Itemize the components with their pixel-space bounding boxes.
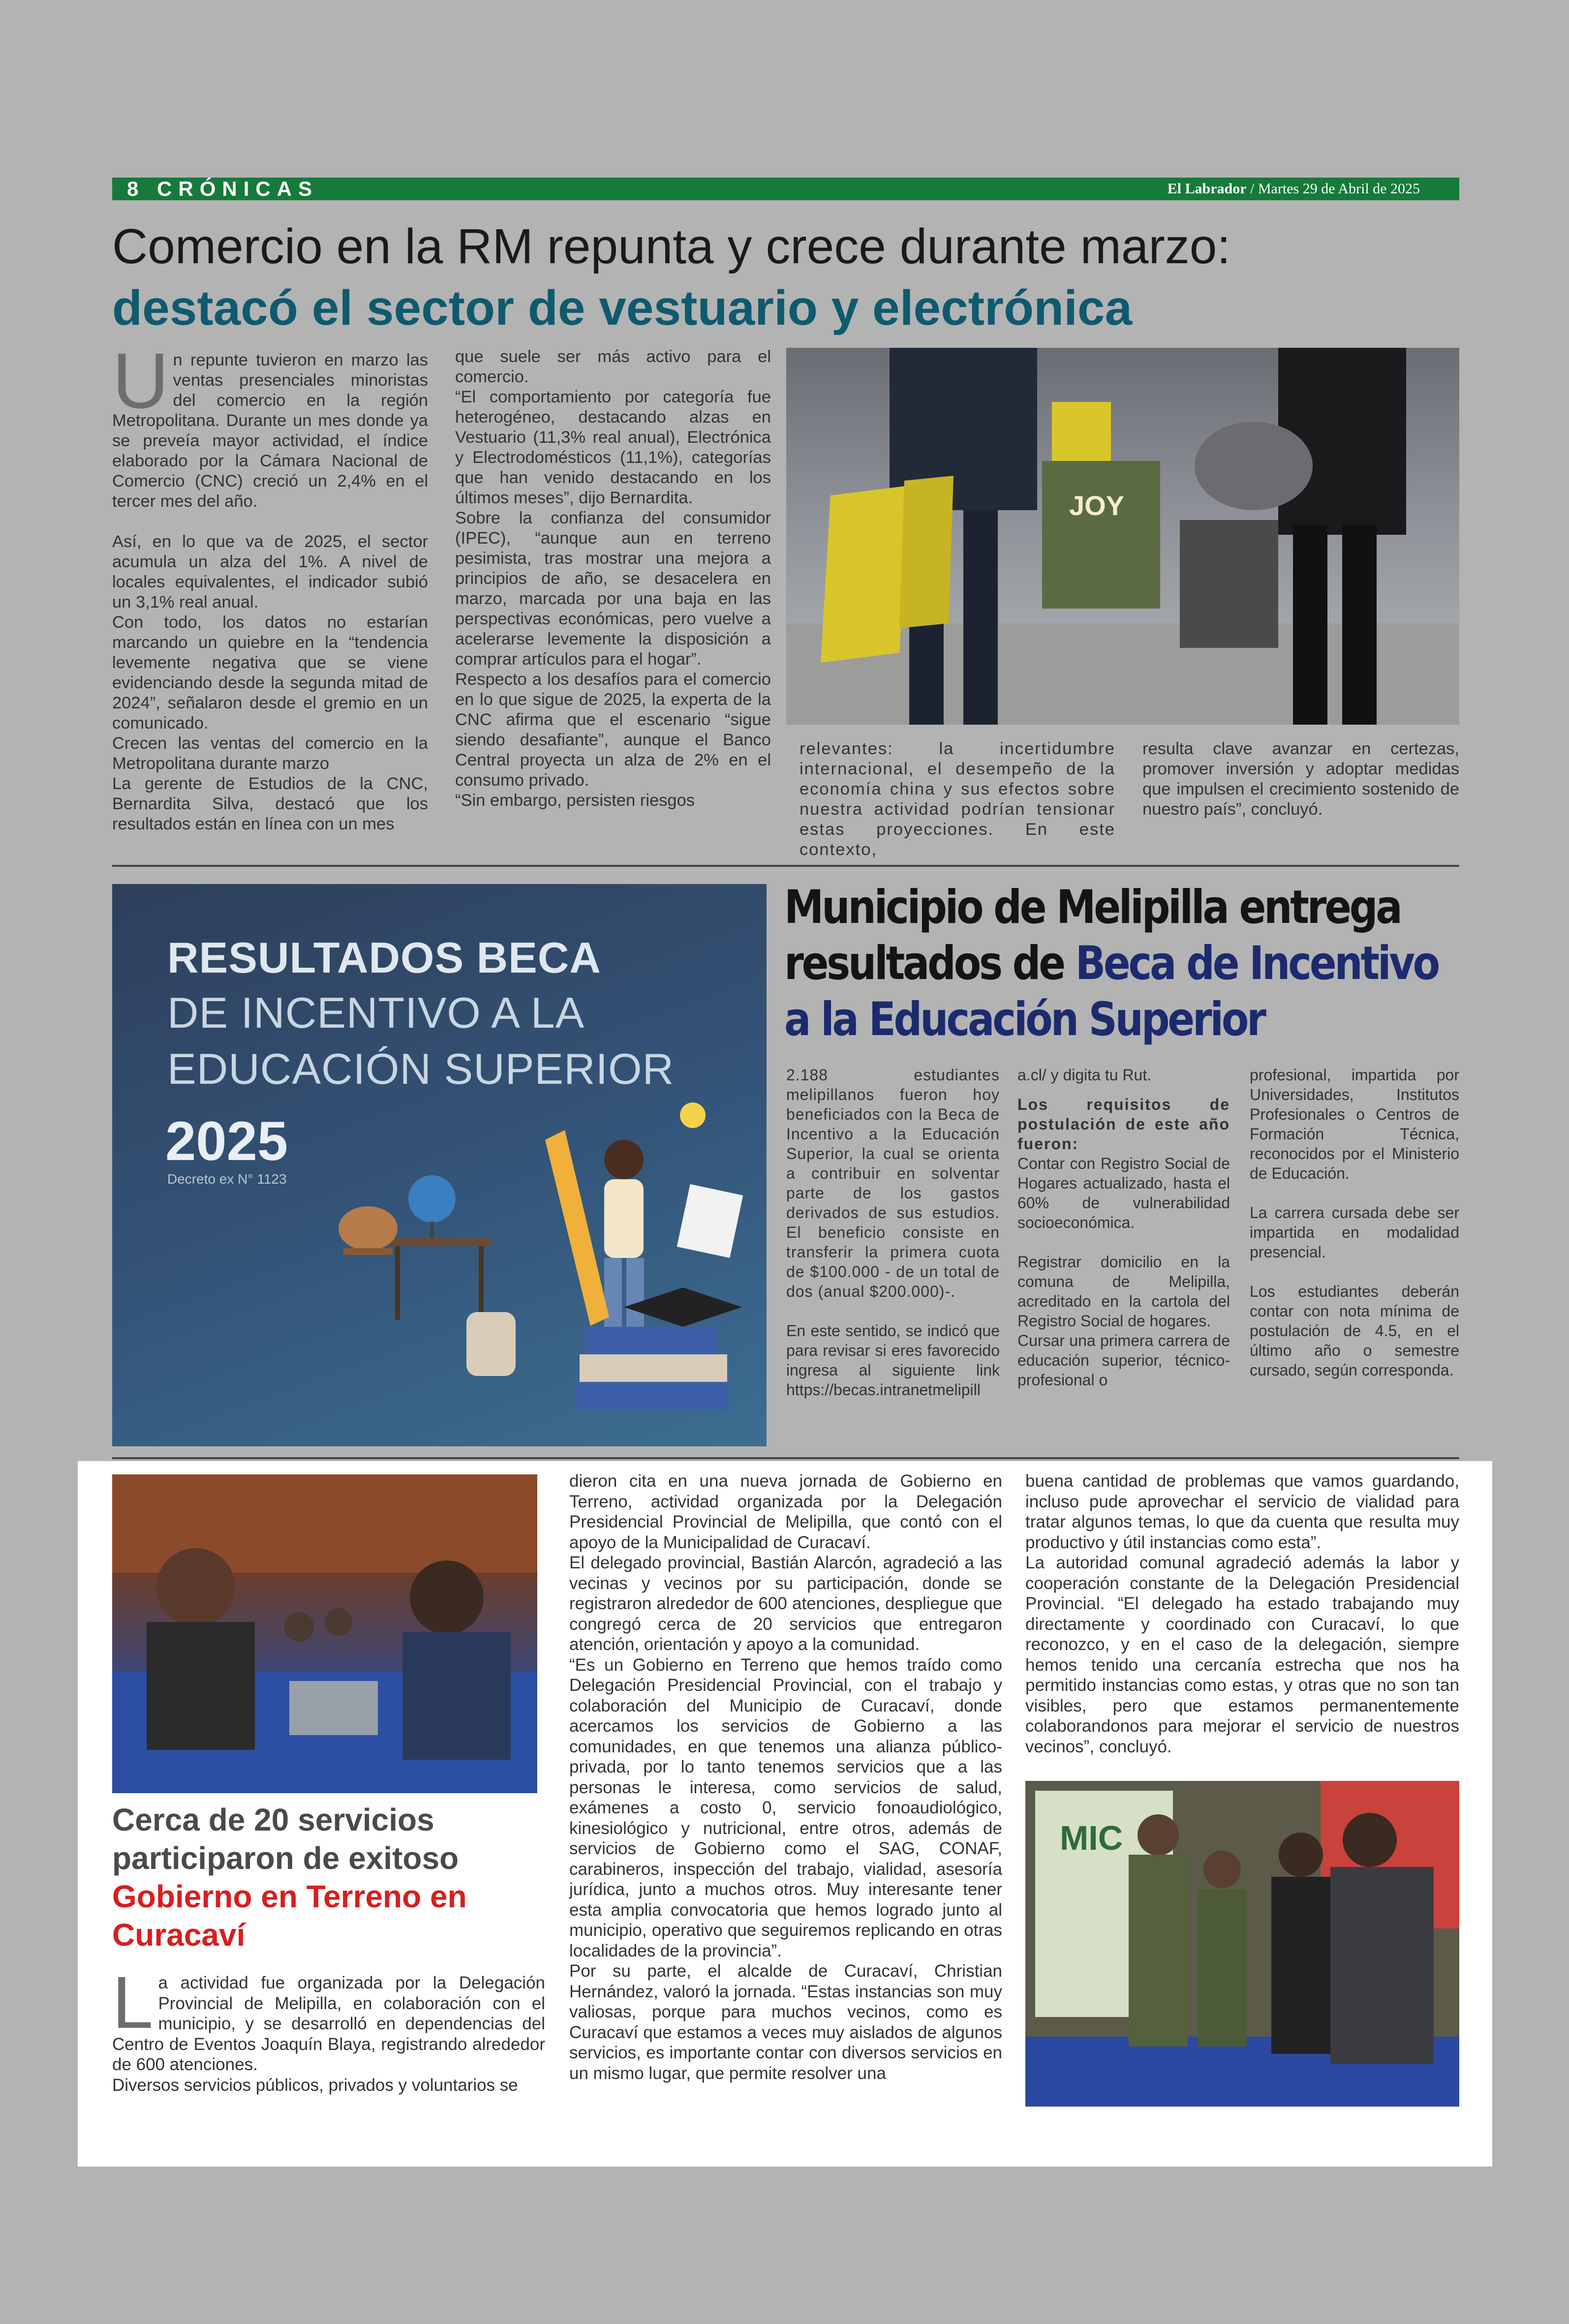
poster-year: 2025: [165, 1110, 288, 1172]
poster-line1: RESULTADOS BECA: [167, 933, 601, 982]
poster-line2: DE INCENTIVO A LA: [167, 988, 585, 1037]
article2-col1-p1: 2.188 estudiantes melipillanos fueron hoy beneficiados con la Beca de Incentivo a la Educación Superior, la cual se orienta a contribuir en solventar parte de los gastos derivados de sus estudios. El beneficio consiste en transferir la primera cuota de $100.000 - de un total de dos (anual $200.000)-.: [786, 1066, 1000, 1300]
beca-poster: [112, 884, 767, 1446]
article3-title-part1: Cerca de 20 servicios participaron de exitoso: [112, 1802, 459, 1876]
article2-col3-p3: La carrera cursada debe ser impartida en modalidad presencial.: [1250, 1204, 1459, 1261]
article3-col1-p2: Diversos servicios públicos, privados y voluntarios se: [112, 2075, 518, 2095]
article2-col3-p1: profesional, impartida por Universidades, Institutos Profesionales o Centros de Formación Técnica, reconocidos por el Ministerio de Educación.: [1250, 1066, 1459, 1182]
section-label: 8 CRÓNICAS: [127, 177, 319, 200]
article2-requirements-heading: Los requisitos de postulación de este año fueron:: [1017, 1096, 1230, 1153]
article2-column1: [786, 1065, 1000, 1400]
attendees-illustration: [112, 1474, 537, 1793]
article1-title-line2: destacó el sector de vestuario y electrónica: [112, 280, 1133, 336]
article1-col2-p3: Sobre la confianza del consumidor (IPEC), “aunque aun en terreno pesimista, tras mostrar una mejora a principios de año, se desacelera en marzo, marcada por una baja en las perspectivas económicas, pero vuelve a acelerarse levemente la disposición a comprar artículos para el hogar”.: [455, 509, 771, 669]
shopping-bags-illustration: [786, 348, 1459, 725]
article2-title-part1: Municipio de Melipilla entrega resultados de: [784, 881, 1401, 990]
article1-dropcap: U: [112, 336, 169, 425]
officials-illustration: [1025, 1781, 1459, 2107]
article1-column2: [455, 347, 771, 811]
article3-title: [112, 1801, 537, 1954]
gobierno-terreno-photo: [112, 1474, 537, 1793]
article1-col1-p5: Crecen las ventas del comercio en la Metropolitana durante marzo: [112, 734, 428, 773]
article2-col2-p3: Registrar domicilio en la comuna de Melipilla, acreditado en la cartola del Registro Social de hogares.: [1017, 1253, 1230, 1330]
booth-sign: MIC: [1060, 1819, 1123, 1857]
issue-date: / Martes 29 de Abril de 2025: [1246, 181, 1420, 197]
article1-title-line1: Comercio en la RM repunta y crece durante marzo:: [112, 219, 1231, 274]
article2-col1-p3: En este sentido, se indicó que para revisar si eres favorecido ingresa al siguiente link https://becas.intranetmelipill: [786, 1322, 1000, 1399]
article1-col1-p3: Así, en lo que va de 2025, el sector acumula un alza del 1%. A nivel de locales equivalentes, el indicador subió un 3,1% real anual.: [112, 532, 428, 612]
bag-label: JOY: [1069, 490, 1125, 521]
article2-title: [784, 880, 1459, 1048]
article1-column1: [112, 336, 428, 834]
poster-line3: EDUCACIÓN SUPERIOR: [167, 1044, 675, 1093]
student-illustration: [112, 884, 767, 1446]
article3-column2: [569, 1471, 1002, 2083]
article3-col3-p1: buena cantidad de problemas que vamos guardando, incluso pude aprovechar el servicio de vialidad para tratar algunos temas, lo que da cuenta que resulta muy productivo y útil instancias como esta”.: [1025, 1471, 1459, 1552]
article2-col2-intro: a.cl/ y digita tu Rut.: [1017, 1066, 1152, 1084]
shopping-bags-photo: [786, 348, 1459, 725]
article2-title-highlight: Beca de Incentivo a la Educación Superior: [784, 937, 1438, 1046]
officials-photo: [1025, 1781, 1459, 2107]
article1-col2-p5: “Sin embargo, persisten riesgos: [455, 791, 695, 810]
publication-date-line: [1168, 178, 1420, 200]
section-divider-2: [112, 1457, 1459, 1459]
article1-col1-p1: n repunte tuvieron en marzo las ventas presenciales minoristas del comercio en la región Metropolitana. Durante un mes donde ya se preveía mayor actividad, el índice elaborado por la Cámara Nacional de Comercio (CNC) creció un 2,4% en el tercer mes del año.: [112, 351, 428, 511]
article3-column3: [1025, 1471, 1459, 1757]
article2-col3-p5: Los estudiantes deberán contar con nota mínima de postulación de 4.5, en el último año o semestre cursado, según corresponda.: [1250, 1283, 1459, 1379]
article2-column3: [1250, 1065, 1459, 1380]
article3-column1: [112, 1961, 545, 2095]
article1-col1-p4: Con todo, los datos no estarían marcando un quiebre en la “tendencia levemente negativa que se viene evidenciando desde la segunda mitad de 2024”, señalaron desde el gremio en un comunicado.: [112, 613, 428, 733]
article3-col3-p2: La autoridad comunal agradeció además la labor y cooperación constante de la Delegación Presidencial Provincial. “El delegado ha estado trabajando muy directamente y coordinado con Curacaví, lo que reconozco, y en el caso de la delegación, siempre hemos tenido una cercanía estrecha que nos ha permitido instancias como estas, y otras que no son tan visibles, pero que estamos permanentemente colaborandonos para mejorar el servicio de nuestros vecinos”, concluyó.: [1025, 1553, 1459, 1756]
article1-col2-p2: “El comportamiento por categoría fue heterogéneo, destacando alzas en Vestuario (11,3% real anual), Electrónica y Electrodomésticos (11,1%), categorías que han venido destacando en los últimos meses”, dijo Bernardita.: [455, 388, 771, 507]
article3-dropcap: L: [112, 1961, 154, 2044]
section-divider-1: [112, 865, 1459, 867]
article3-col2-p1: dieron cita en una nueva jornada de Gobierno en Terreno, actividad organizada por la Delegación Presidencial Provincial de Melipilla, que contó con el apoyo de la Municipalidad de Curacaví.: [569, 1471, 1002, 1552]
article1-col1-p6: La gerente de Estudios de la CNC, Bernardita Silva, destacó que los resultados están en línea con un mes: [112, 774, 428, 833]
article1-col2-p1: que suele ser más activo para el comercio.: [455, 347, 771, 386]
article2-col2-p1: Contar con Registro Social de Hogares actualizado, hasta el 60% de vulnerabilidad socioeconómica.: [1017, 1155, 1230, 1231]
article2-column2: [1017, 1065, 1230, 1390]
section-header-bar: [112, 178, 1459, 200]
poster-decree: Decreto ex N° 1123: [167, 1171, 287, 1187]
article3-title-highlight: Gobierno en Terreno en Curacaví: [112, 1879, 467, 1953]
article1-col2-p4: Respecto a los desafíos para el comercio en lo que sigue de 2025, la experta de la CNC afirma que el escenario “sigue siendo desafiante”, aunque el Banco Central proyecta un alza de 2% en el consumo privado.: [455, 670, 771, 790]
article3-col1-p1: a actividad fue organizada por la Delegación Provincial de Melipilla, en colaboración con el municipio, y se desarrolló en dependencias del Centro de Eventos Joaquín Blaya, registrando alrededor de 600 atenciones.: [112, 1973, 545, 2074]
article3-col2-p3: “Es un Gobierno en Terreno que hemos traído como Delegación Presidencial Provincial, con el trabajo y colaboración del Municipio de Curacaví, donde acercamos los servicios de Gobierno a las comunidades, en que tenemos una alianza público-privada, por lo tanto tenemos servicios que a las personas le interesa, como servicios de salud, exámenes a costo 0, servicio fonoaudiológico, kinesiológico y nutricional, entre otros, además de servicios de Gobierno como el SAG, CONAF, carabineros, inspección del trabajo, vialidad, asesoría jurídica, junto a muchos otros. Muy interesante tener esta amplia convocatoria que hemos logrado junto al municipio, operativo que seguiremos replicando en otras localidades de la provincia”.: [569, 1655, 1002, 1960]
article3-col2-p2: El delegado provincial, Bastián Alarcón, agradeció a las vecinas y vecinos por su participación, donde se registraron alrededor de 600 atenciones, despliegue que congregó cerca de 20 servicios que entregaron atención, orientación y apoyo a la comunidad.: [569, 1553, 1002, 1654]
article1-column3: relevantes: la incertidumbre internacional, el desempeño de la economía china y sus efectos sobre nuestra actividad podrían tensionar estas proyecciones. En este contexto,: [800, 739, 1115, 859]
article2-col2-p4: Cursar una primera carrera de educación superior, técnico-profesional o: [1017, 1332, 1230, 1389]
article1-column4: resulta clave avanzar en certezas, promover inversión y adoptar medidas que impulsen el crecimiento sostenido de nuestro país”, concluyó.: [1142, 739, 1459, 819]
article3-col2-p4: Por su parte, el alcalde de Curacaví, Christian Hernández, valoró la jornada. “Estas instancias son muy valiosas, porque para muchos vecinos, como es Curacaví que estamos a veces muy aislados de algunos servicios, es importante contar con diversos servicios en un mismo lugar, que permite resolver una: [569, 1961, 1002, 2083]
publication-name: El Labrador: [1167, 181, 1247, 197]
